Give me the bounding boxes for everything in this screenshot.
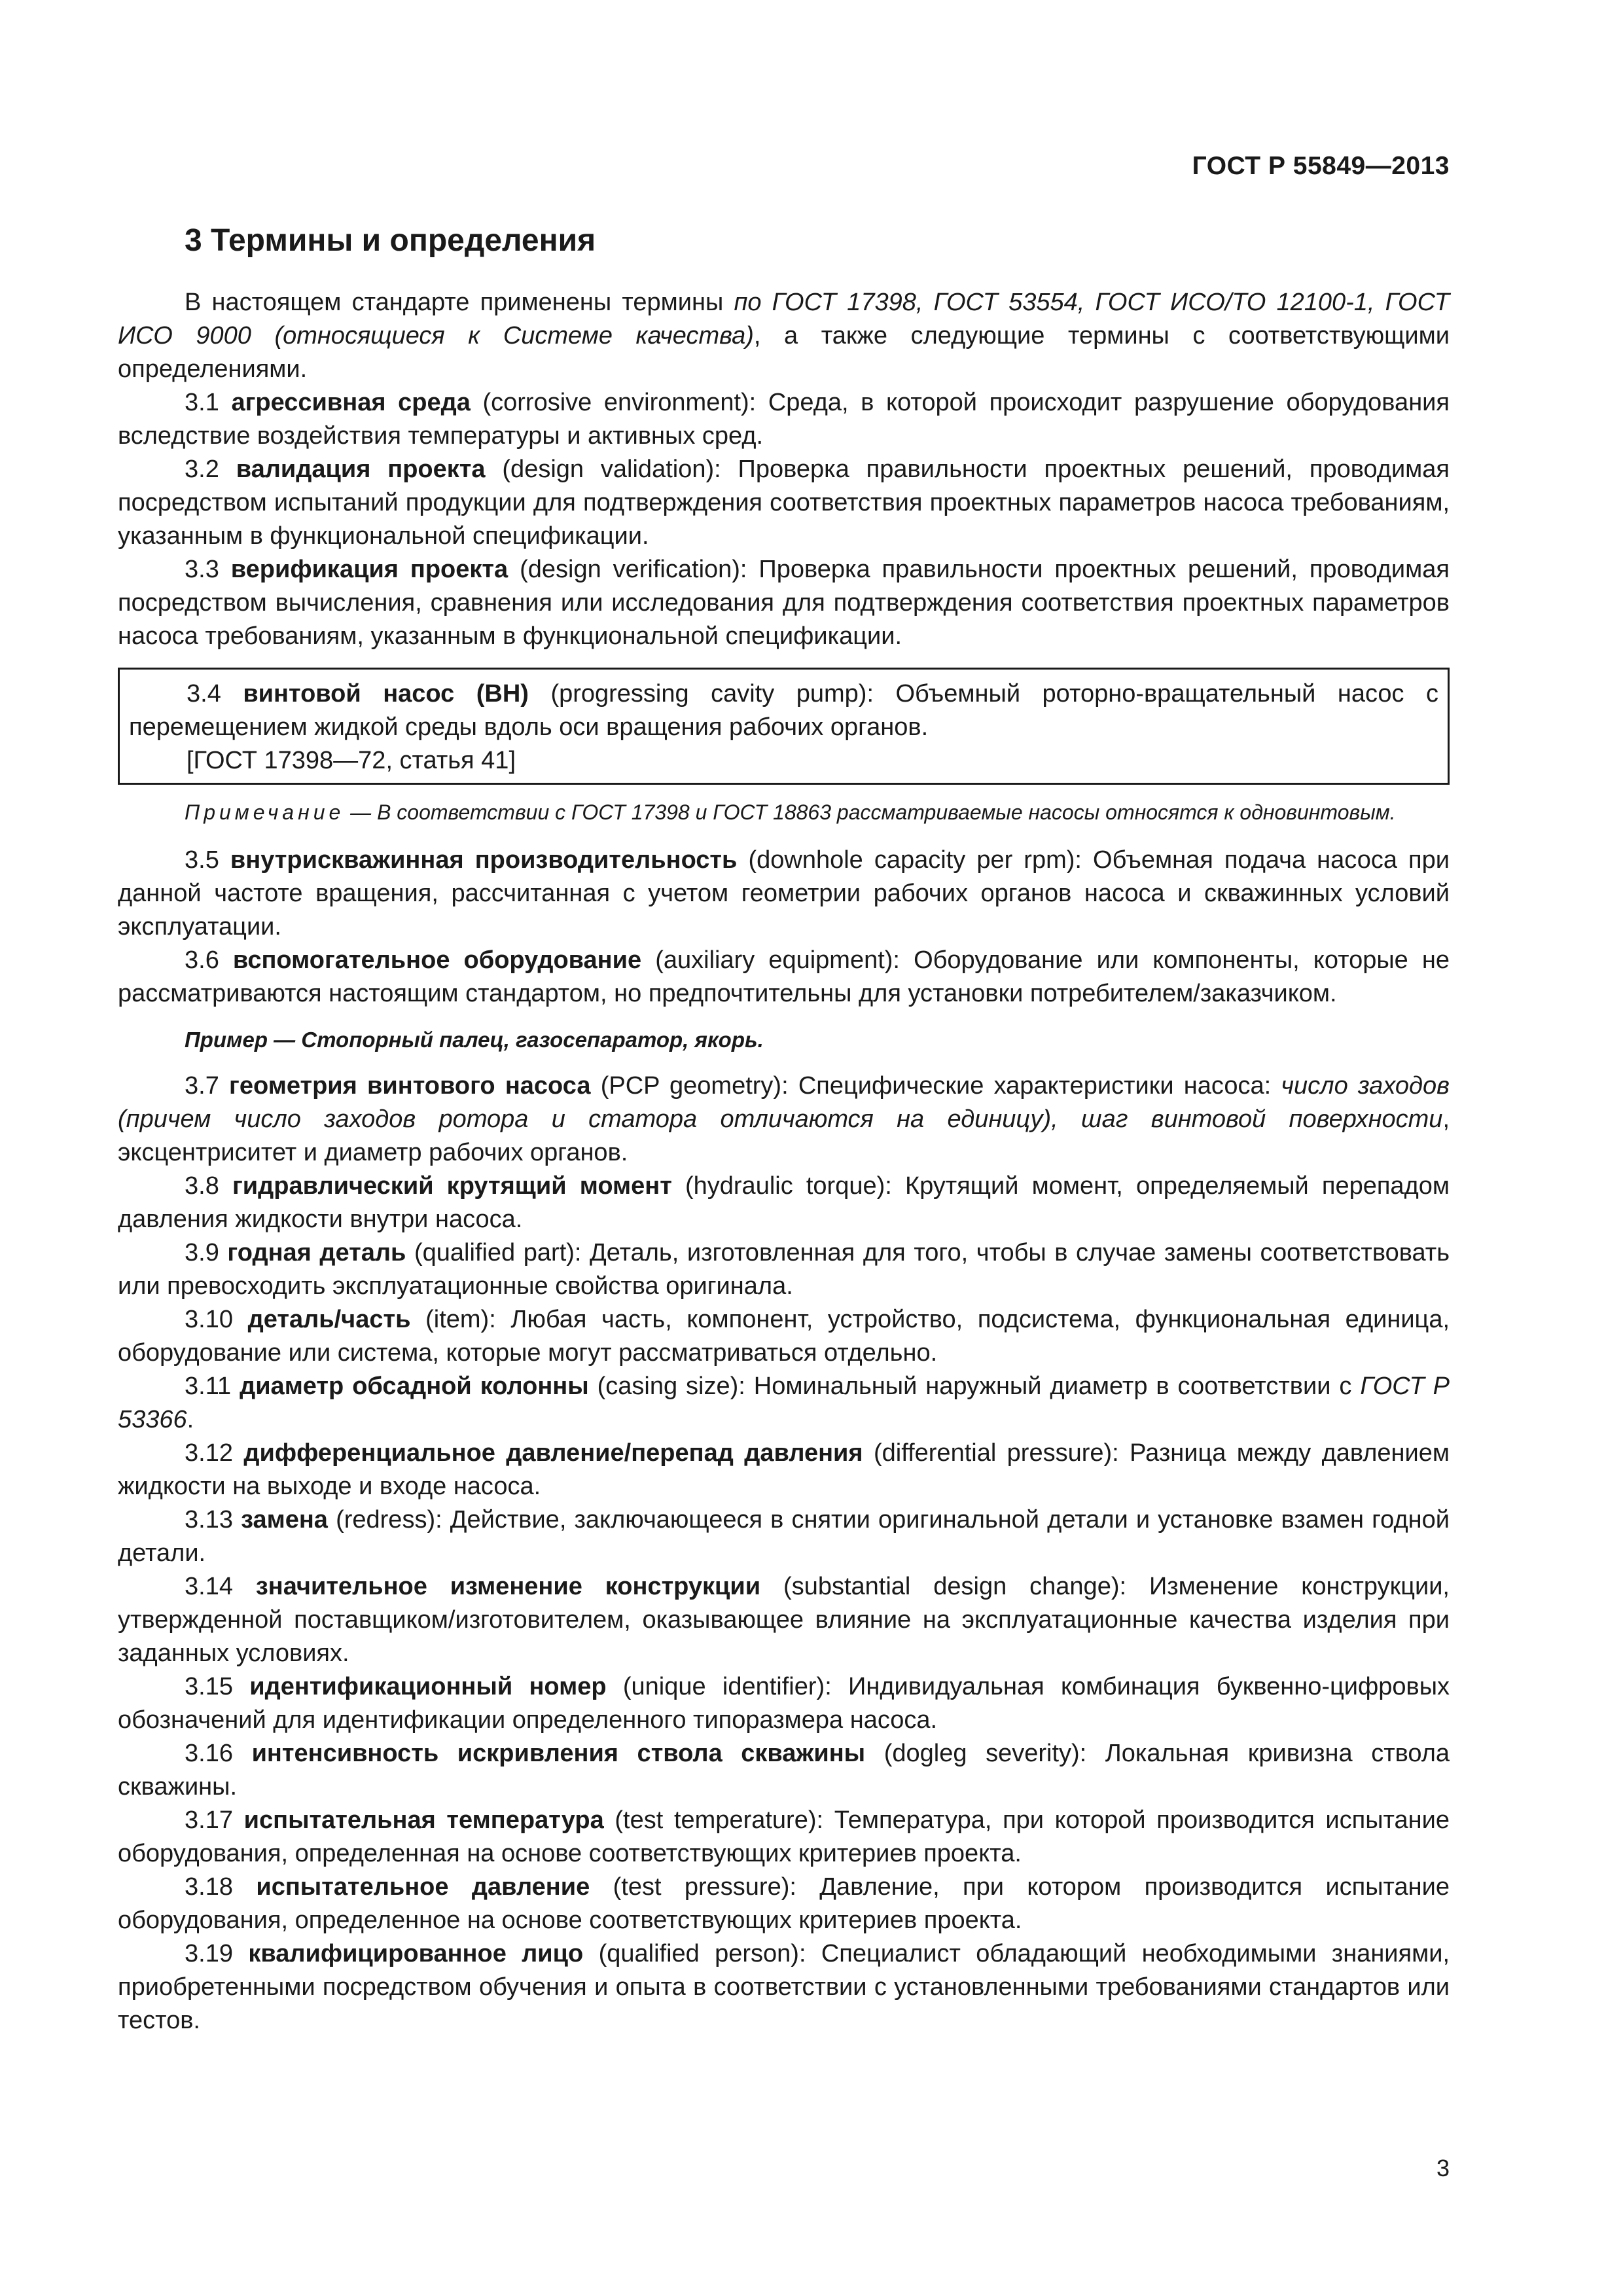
term-3-18: 3.18 испытательное давление (test pressure): Давление, при котором производится испытание оборудования, определенное на основе соответствующих критериев проекта.: [118, 1873, 1450, 1934]
term-3-8: 3.8 гидравлический крутящий момент (hydraulic torque): Крутящий момент, определяемый перепадом давления жидкости внутри насоса.: [118, 1172, 1450, 1233]
term-3-9: 3.9 годная деталь (qualified part): Деталь, изготовленная для того, чтобы в случае замены соответствовать или превосходить эксплуатационные свойства оригинала.: [118, 1239, 1450, 1300]
example-paragraph: Пример — Стопорный палец, газосепаратор, якорь.: [185, 1028, 764, 1052]
term-3-19: 3.19 квалифицированное лицо (qualified person): Специалист обладающий необходимыми знаниями, приобретенными посредством обучения и опыта в соответствии с установленными требованиями стандартов или тестов.: [118, 1940, 1450, 2034]
boxed-term-3-4: [118, 668, 1450, 785]
term-3-15: 3.15 идентификационный номер (unique identifier): Индивидуальная комбинация буквенно-цифровых обозначений для идентификации определенного типоразмера насоса.: [118, 1673, 1450, 1734]
term-3-12: 3.12 дифференциальное давление/перепад давления (differential pressure): Разница между давлением жидкости на выходе и входе насоса.: [118, 1439, 1450, 1500]
term-3-16: 3.16 интенсивность искривления ствола скважины (dogleg severity): Локальная кривизна ствола скважины.: [118, 1740, 1450, 1801]
note-label: Примечание: [185, 800, 345, 824]
term-3-11: 3.11 диаметр обсадной колонны (casing size): Номинальный наружный диаметр в соответствии с ГОСТ Р 53366.: [118, 1372, 1450, 1433]
term-3-7: 3.7 геометрия винтового насоса (PCP geometry): Специфические характеристики насоса: число заходов (причем число заходов ротора и статора отличаются на единицу), шаг винтовой поверхности, эксцентриситет и диаметр рабочих органов.: [118, 1072, 1450, 1166]
term-3-4-reference: [ГОСТ 17398—72, статья 41]: [187, 747, 516, 774]
term-3-13: 3.13 замена (redress): Действие, заключающееся в снятии оригинальной детали и установке взамен годной детали.: [118, 1506, 1450, 1567]
document-page: [118, 0, 1450, 2296]
document-code: ГОСТ Р 55849—2013: [1192, 152, 1450, 180]
term-3-17: 3.17 испытательная температура (test temperature): Температура, при которой производится испытание оборудования, определенная на основе соответствующих критериев проекта.: [118, 1806, 1450, 1867]
term-3-10: 3.10 деталь/часть (item): Любая часть, компонент, устройство, подсистема, функциональная единица, оборудование или система, которые могут рассматриваться отдельно.: [118, 1306, 1450, 1367]
section-body: [118, 286, 1450, 2037]
intro-paragraph: В настоящем стандарте применены термины по ГОСТ 17398, ГОСТ 53554, ГОСТ ИСО/ТО 12100-1, ГОСТ ИСО 9000 (относящиеся к Системе качества), а также следующие термины с соответствующими определениями.: [118, 289, 1450, 383]
term-3-6: 3.6 вспомогательное оборудование (auxiliary equipment): Оборудование или компоненты, которые не рассматриваются настоящим стандартом, но предпочтительны для установки потребителем/заказчиком.: [118, 946, 1450, 1007]
term-3-2: 3.2 валидация проекта (design validation): Проверка правильности проектных решений, проводимая посредством испытаний продукции для подтверждения соответствия проектных параметров насоса требованиям, указанным в функциональной спецификации.: [118, 456, 1450, 550]
section-title: 3 Термины и определения: [185, 223, 596, 258]
term-3-1: 3.1 агрессивная среда (corrosive environment): Среда, в которой происходит разрушение оборудования вследствие воздействия температуры и активных сред.: [118, 389, 1450, 450]
term-3-5: 3.5 внутрискважинная производительность (downhole capacity per rpm): Объемная подача насоса при данной частоте вращения, рассчитанная с учетом геометрии рабочих органов насоса и скважинных условий эксплуатации.: [118, 846, 1450, 941]
page-number: 3: [1436, 2155, 1450, 2181]
note-paragraph: Примечание — В соответствии с ГОСТ 17398 и ГОСТ 18863 рассматриваемые насосы относятся к одновинтовым.: [185, 800, 1396, 824]
term-3-3: 3.3 верификация проекта (design verification): Проверка правильности проектных решений, проводимая посредством вычисления, сравнения или исследования для подтверждения соответствия проектных параметров насоса требованиям, указанным в функциональной спецификации.: [118, 556, 1450, 650]
term-3-4: 3.4 винтовой насос (ВН) (progressing cavity pump): Объемный роторно-вращательный насос с перемещением жидкой среды вдоль оси вращения рабочих органов.: [129, 680, 1438, 741]
term-3-14: 3.14 значительное изменение конструкции (substantial design change): Изменение конструкции, утвержденной поставщиком/изготовителем, оказывающее влияние на эксплуатационные качества изделия при заданных условиях.: [118, 1573, 1450, 1667]
